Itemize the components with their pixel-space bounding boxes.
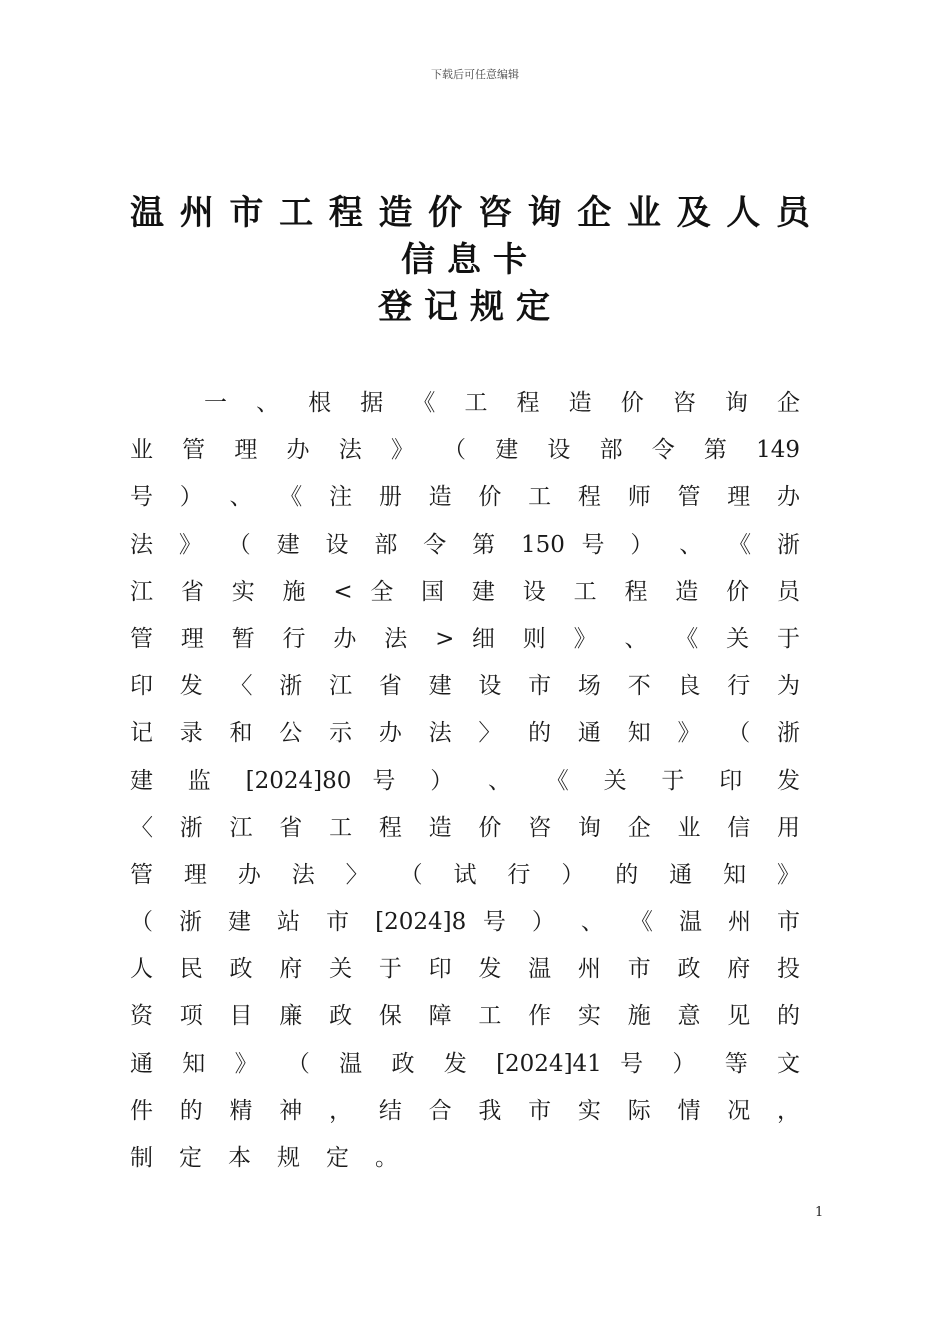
page-header: 下载后可任意编辑 xyxy=(431,68,519,81)
body-line: （ 浙 建 站 市 [2024]8 号 ） 、 《 温 州 市 xyxy=(130,909,800,936)
body-paragraph xyxy=(130,380,800,1182)
body-line: 江 省 实 施 < 全 国 建 设 工 程 造 价 员 xyxy=(130,578,800,605)
body-line: 一 、 根 据 《 工 程 造 价 咨 询 企 xyxy=(204,390,800,416)
body-line: 记 录 和 公 示 办 法 〉 的 通 知 》 （ 浙 xyxy=(130,720,800,747)
body-line: 建 监 [2024]80 号 ） 、 《 关 于 印 发 xyxy=(130,767,800,794)
body-line: 业 管 理 办 法 》 （ 建 设 部 令 第 149 xyxy=(130,437,800,464)
body-line: 印 发 〈 浙 江 省 建 设 市 场 不 良 行 为 xyxy=(130,673,800,700)
body-line: 号 ） 、 《 注 册 造 价 工 程 师 管 理 办 xyxy=(130,484,800,511)
body-line: 制定本规定。 xyxy=(130,1145,424,1171)
body-line: 件 的 精 神 ， 结 合 我 市 实 际 情 况 ， xyxy=(130,1097,800,1124)
body-line: 管 理 办 法 〉 （ 试 行 ） 的 通 知 》 xyxy=(130,861,800,888)
document-title xyxy=(130,190,810,331)
page-number: 1 xyxy=(815,1205,824,1220)
title-line-3: 登记规定 xyxy=(378,287,562,327)
title-line-2: 信息卡 xyxy=(401,240,539,280)
body-line: 〈 浙 江 省 工 程 造 价 咨 询 企 业 信 用 xyxy=(130,814,800,841)
body-line: 资 项 目 廉 政 保 障 工 作 实 施 意 见 的 xyxy=(130,1003,800,1030)
body-line: 法 》 （ 建 设 部 令 第 150 号 ） 、 《 浙 xyxy=(130,531,800,558)
body-line: 通 知 》 （ 温 政 发 [2024]41 号 ） 等 文 xyxy=(130,1050,800,1077)
body-line: 管 理 暂 行 办 法 > 细 则 》 、 《 关 于 xyxy=(130,625,800,652)
body-line: 人 民 政 府 关 于 印 发 温 州 市 政 府 投 xyxy=(130,956,800,983)
title-line-1: 温州市工程造价咨询企业及人员 xyxy=(130,193,810,233)
